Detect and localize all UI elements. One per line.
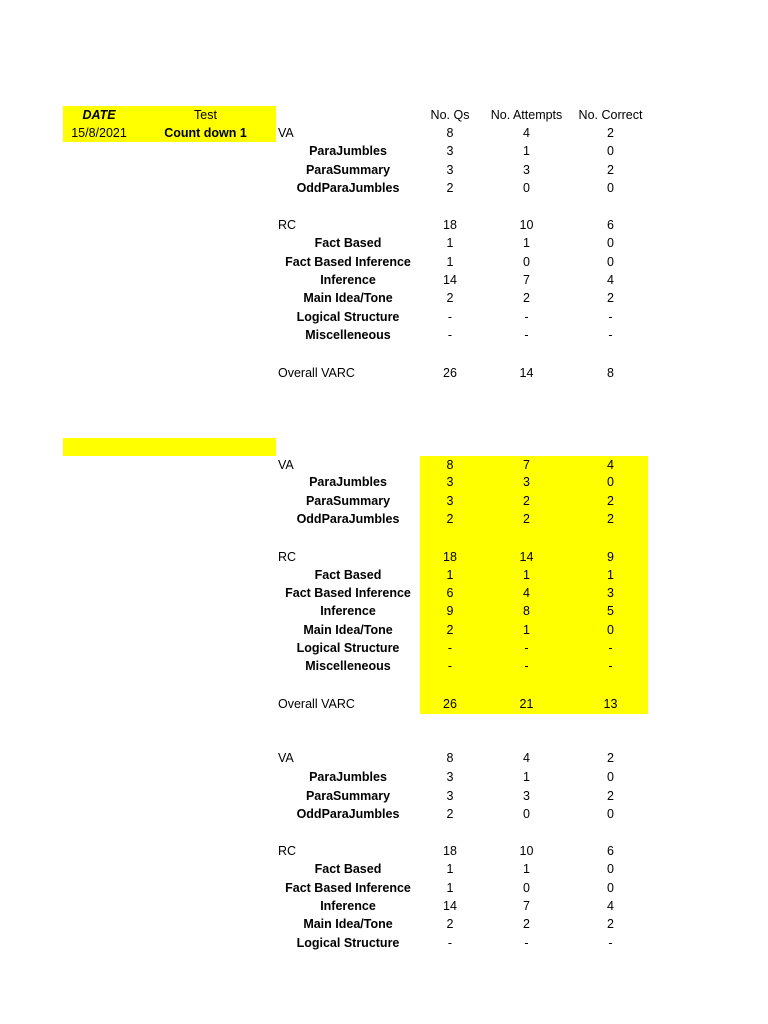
subcategory-label: Logical Structure bbox=[296, 310, 400, 324]
correct-value: 6 bbox=[607, 218, 614, 232]
attempts-value: 7 bbox=[523, 458, 530, 472]
qs-value: 9 bbox=[446, 604, 454, 618]
qs-value: 3 bbox=[446, 163, 454, 177]
attempts-value: 14 bbox=[519, 550, 534, 564]
attempts-value: 2 bbox=[523, 512, 530, 526]
correct-value: 6 bbox=[607, 844, 614, 858]
correct-value: 3 bbox=[607, 586, 614, 600]
attempts-value: 4 bbox=[523, 126, 530, 140]
attempts-value: 4 bbox=[523, 586, 530, 600]
correct-value: 0 bbox=[607, 807, 614, 821]
qs-value: 2 bbox=[446, 181, 454, 195]
correct-value: 0 bbox=[607, 144, 614, 158]
correct-value: - bbox=[608, 641, 613, 655]
category-label: RC bbox=[278, 218, 297, 232]
qs-value: 6 bbox=[446, 586, 454, 600]
qs-value: - bbox=[447, 328, 453, 342]
attempts-value: 0 bbox=[523, 181, 530, 195]
correct-value: 9 bbox=[607, 550, 614, 564]
category-label: RC bbox=[278, 844, 297, 858]
attempts-value: 2 bbox=[523, 291, 530, 305]
correct-value: 4 bbox=[607, 899, 614, 913]
subcategory-label: ParaSummary bbox=[305, 163, 391, 177]
subcategory-label: ParaJumbles bbox=[309, 475, 387, 489]
correct-value: 2 bbox=[607, 789, 614, 803]
subcategory-label: ParaJumbles bbox=[309, 770, 387, 784]
attempts-value: 2 bbox=[523, 917, 530, 931]
date-header: DATE bbox=[63, 106, 135, 124]
correct-value: 2 bbox=[607, 291, 614, 305]
correct-value: 0 bbox=[607, 862, 614, 876]
attempts-value: 7 bbox=[523, 899, 530, 913]
entry-date: 15/8/2021 bbox=[63, 124, 135, 142]
correct-value: - bbox=[608, 659, 613, 673]
qs-value: - bbox=[447, 936, 453, 950]
correct-value: 0 bbox=[607, 475, 614, 489]
correct-value: 1 bbox=[607, 568, 614, 582]
correct-value: 2 bbox=[607, 512, 614, 526]
attempts-value: 8 bbox=[523, 604, 530, 618]
category-label: VA bbox=[278, 751, 294, 765]
subcategory-label: OddParaJumbles bbox=[296, 807, 400, 821]
attempts-value: - bbox=[524, 310, 529, 324]
attempts-value: 1 bbox=[523, 568, 530, 582]
qs-value: 1 bbox=[446, 881, 454, 895]
attempts-value: 1 bbox=[523, 862, 530, 876]
attempts-value: 1 bbox=[523, 144, 530, 158]
test-header: Test bbox=[135, 106, 276, 124]
correct-value: - bbox=[608, 328, 613, 342]
col-correct-header: No. Correct bbox=[578, 108, 643, 122]
correct-value: 2 bbox=[607, 126, 614, 140]
attempts-value: 3 bbox=[523, 475, 530, 489]
qs-value: 26 bbox=[443, 697, 457, 711]
correct-value: - bbox=[608, 310, 613, 324]
subcategory-label: OddParaJumbles bbox=[296, 512, 400, 526]
qs-value: 26 bbox=[443, 366, 457, 380]
attempts-value: 21 bbox=[519, 697, 534, 711]
qs-value: 2 bbox=[446, 512, 454, 526]
attempts-value: 7 bbox=[523, 273, 530, 287]
subcategory-label: Inference bbox=[320, 899, 376, 913]
qs-value: - bbox=[447, 659, 453, 673]
subcategory-label: ParaJumbles bbox=[309, 144, 387, 158]
correct-value: 13 bbox=[603, 697, 618, 711]
entry-test: Count down 1 bbox=[135, 124, 276, 142]
attempts-value: - bbox=[524, 936, 529, 950]
col-attempts-header: No. Attempts bbox=[490, 108, 563, 122]
attempts-value: 1 bbox=[523, 236, 530, 250]
qs-value: - bbox=[447, 310, 453, 324]
qs-value: 18 bbox=[443, 844, 457, 858]
qs-value: 14 bbox=[443, 273, 457, 287]
subcategory-label: Fact Based Inference bbox=[285, 586, 411, 600]
qs-value: 2 bbox=[446, 623, 454, 637]
subcategory-label: Inference bbox=[320, 273, 376, 287]
category-label: RC bbox=[278, 550, 297, 564]
qs-value: 1 bbox=[446, 862, 454, 876]
attempts-value: - bbox=[524, 641, 529, 655]
attempts-value: 14 bbox=[519, 366, 534, 380]
qs-value: 1 bbox=[446, 236, 454, 250]
attempts-value: 0 bbox=[523, 255, 530, 269]
correct-value: 5 bbox=[607, 604, 614, 618]
qs-value: 14 bbox=[443, 899, 457, 913]
correct-value: 4 bbox=[607, 458, 614, 472]
attempts-value: 4 bbox=[523, 751, 530, 765]
correct-value: 8 bbox=[607, 366, 614, 380]
subcategory-label: Fact Based bbox=[314, 568, 382, 582]
category-label: VA bbox=[278, 126, 294, 140]
qs-value: 3 bbox=[446, 494, 454, 508]
correct-value: 2 bbox=[607, 917, 614, 931]
attempts-value: - bbox=[524, 659, 529, 673]
subcategory-label: OddParaJumbles bbox=[296, 181, 400, 195]
attempts-value: 1 bbox=[523, 770, 530, 784]
subcategory-label: Fact Based bbox=[314, 236, 382, 250]
qs-value: - bbox=[447, 641, 453, 655]
subcategory-label: ParaSummary bbox=[305, 494, 391, 508]
qs-value: 2 bbox=[446, 291, 454, 305]
attempts-value: 10 bbox=[519, 844, 534, 858]
qs-value: 2 bbox=[446, 807, 454, 821]
subcategory-label: Main Idea/Tone bbox=[303, 917, 393, 931]
attempts-value: 10 bbox=[519, 218, 534, 232]
qs-value: 3 bbox=[446, 475, 454, 489]
subcategory-label: Logical Structure bbox=[296, 641, 400, 655]
correct-value: - bbox=[608, 936, 613, 950]
attempts-value: 2 bbox=[523, 494, 530, 508]
qs-value: 2 bbox=[446, 917, 454, 931]
subcategory-label: Miscelleneous bbox=[305, 659, 391, 673]
subcategory-label: Inference bbox=[320, 604, 376, 618]
correct-value: 0 bbox=[607, 181, 614, 195]
correct-value: 0 bbox=[607, 881, 614, 895]
subcategory-label: Logical Structure bbox=[296, 936, 400, 950]
attempts-value: - bbox=[524, 328, 529, 342]
qs-value: 8 bbox=[446, 751, 454, 765]
subcategory-label: ParaSummary bbox=[305, 789, 391, 803]
correct-value: 2 bbox=[607, 163, 614, 177]
attempts-value: 0 bbox=[523, 807, 530, 821]
col-qs-header: No. Qs bbox=[430, 108, 470, 122]
qs-value: 18 bbox=[443, 550, 457, 564]
qs-value: 18 bbox=[443, 218, 457, 232]
qs-value: 1 bbox=[446, 568, 454, 582]
subcategory-label: Miscelleneous bbox=[305, 328, 391, 342]
qs-value: 1 bbox=[446, 255, 454, 269]
qs-value: 8 bbox=[446, 126, 454, 140]
attempts-value: 3 bbox=[523, 789, 530, 803]
subcategory-label: Main Idea/Tone bbox=[303, 291, 393, 305]
attempts-value: 3 bbox=[523, 163, 530, 177]
attempts-value: 1 bbox=[523, 623, 530, 637]
qs-value: 3 bbox=[446, 770, 454, 784]
correct-value: 0 bbox=[607, 770, 614, 784]
correct-value: 4 bbox=[607, 273, 614, 287]
correct-value: 0 bbox=[607, 623, 614, 637]
subcategory-label: Fact Based Inference bbox=[285, 881, 411, 895]
subcategory-label: Fact Based Inference bbox=[285, 255, 411, 269]
correct-value: 0 bbox=[607, 255, 614, 269]
subcategory-label: Main Idea/Tone bbox=[303, 623, 393, 637]
qs-value: 3 bbox=[446, 789, 454, 803]
correct-value: 2 bbox=[607, 494, 614, 508]
category-label: Overall VARC bbox=[278, 366, 355, 380]
subcategory-label: Fact Based bbox=[314, 862, 382, 876]
category-label: Overall VARC bbox=[278, 697, 355, 711]
highlight-bar bbox=[63, 438, 276, 456]
correct-value: 0 bbox=[607, 236, 614, 250]
attempts-value: 0 bbox=[523, 881, 530, 895]
qs-value: 8 bbox=[446, 458, 454, 472]
qs-value: 3 bbox=[446, 144, 454, 158]
category-label: VA bbox=[278, 458, 294, 472]
correct-value: 2 bbox=[607, 751, 614, 765]
